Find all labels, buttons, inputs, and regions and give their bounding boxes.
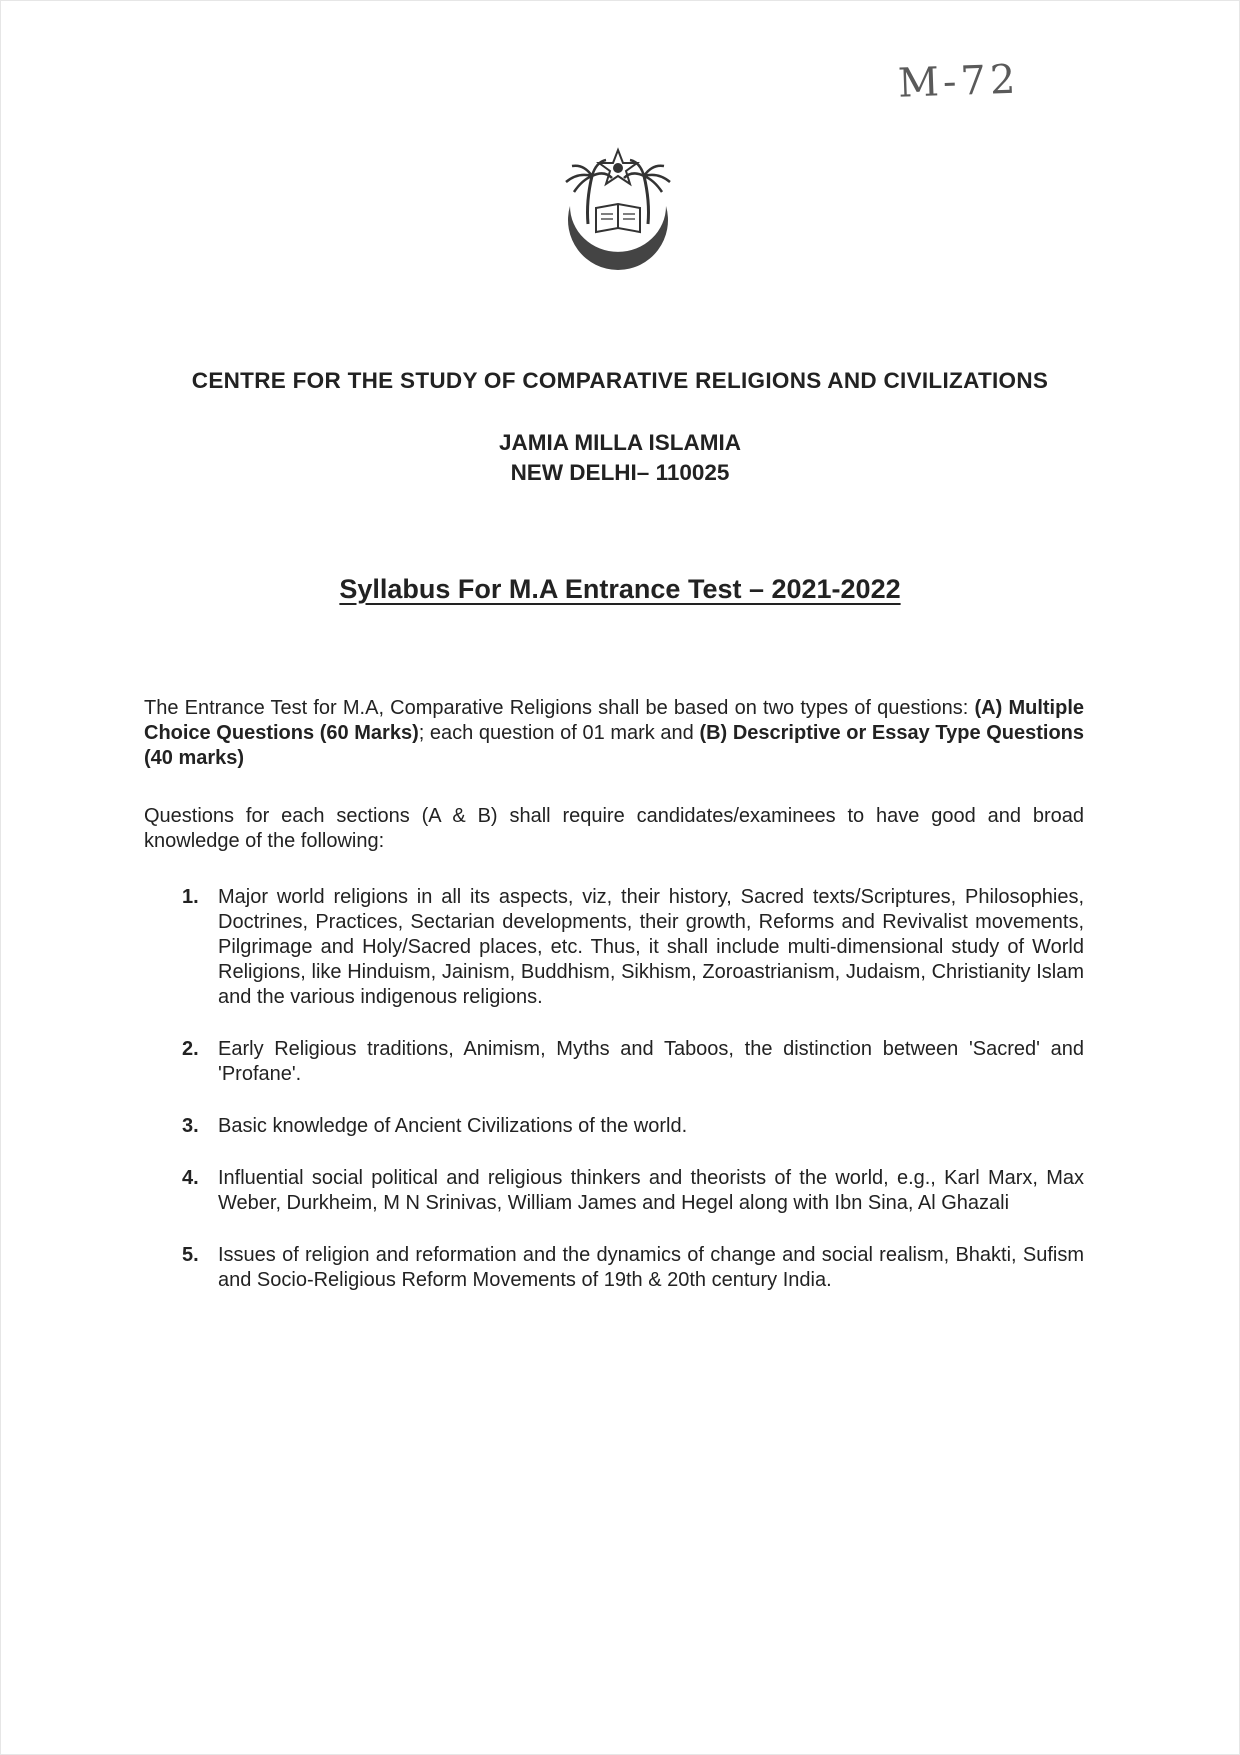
jamia-millia-islamia-seal-icon <box>548 146 688 296</box>
list-item <box>182 1243 1084 1293</box>
list-item-number: 1. <box>182 886 199 908</box>
intro-section-b: (B) Descriptive or Essay Type Questions (40 marks) <box>144 722 1084 769</box>
handwritten-code: M-72 <box>897 56 1021 107</box>
list-item-number: 5. <box>182 1244 199 1266</box>
list-item <box>182 1037 1084 1087</box>
knowledge-paragraph: Questions for each sections (A & B) shall require candidates/examinees to have good and broad knowledge of the following: <box>144 805 1084 852</box>
list-item-number: 4. <box>182 1167 199 1189</box>
university-block <box>0 428 1240 488</box>
list-item-text: Major world religions in all its aspects, viz, their history, Sacred texts/Scriptures, Philosophies, Doctrines, Practices, Sectarian developments, their growth, Reforms and Revivalist movements, Pilgrimage and Holy/Sacred places, etc. Thus, it shall include multi-dimensional study of World Religions, like Hinduism, Jainism, Buddhism, Sikhism, Zoroastrianism, Judaism, Christianity Islam and the various indigenous religions. <box>218 886 1084 1008</box>
intro-text-1: The Entrance Test for M.A, Comparative Religions shall be based on two types of questions: <box>144 697 975 719</box>
list-item-number: 3. <box>182 1115 199 1137</box>
list-item-text: Influential social political and religious thinkers and theorists of the world, e.g., Karl Marx, Max Weber, Durkheim, M N Srinivas, William James and Hegel along with Ibn Sina, Al Ghazali <box>218 1167 1084 1214</box>
list-item-text: Basic knowledge of Ancient Civilizations of the world. <box>218 1115 688 1137</box>
syllabus-list <box>182 885 1084 1293</box>
university-address: NEW DELHI– 110025 <box>510 460 730 485</box>
intro-text-2: ; each question of 01 mark and <box>418 722 700 744</box>
title-text: Syllabus For M.A Entrance Test – 2021-2022 <box>339 574 901 604</box>
list-item <box>182 1114 1084 1139</box>
list-item <box>182 885 1084 1010</box>
list-item-text: Early Religious traditions, Animism, Myths and Taboos, the distinction between 'Sacred' and 'Profane'. <box>218 1038 1084 1085</box>
list-item-number: 2. <box>182 1038 199 1060</box>
page-title <box>0 574 1240 605</box>
list-item <box>182 1166 1084 1216</box>
intro-section-a: (A) Multiple Choice Questions (60 Marks) <box>144 697 1085 744</box>
seal-lettering: جامعہ ملیہ اسلامیہ <box>573 272 663 285</box>
centre-name: CENTRE FOR THE STUDY OF COMPARATIVE RELIGIONS AND CIVILIZATIONS <box>191 368 1049 393</box>
list-item-text: Issues of religion and reformation and the dynamics of change and social realism, Bhakti, Sufism and Socio-Religious Reform Movements of 19th & 20th century India. <box>218 1244 1084 1291</box>
intro-paragraph <box>144 696 1084 771</box>
university-name: JAMIA MILLA ISLAMIA <box>498 430 742 455</box>
